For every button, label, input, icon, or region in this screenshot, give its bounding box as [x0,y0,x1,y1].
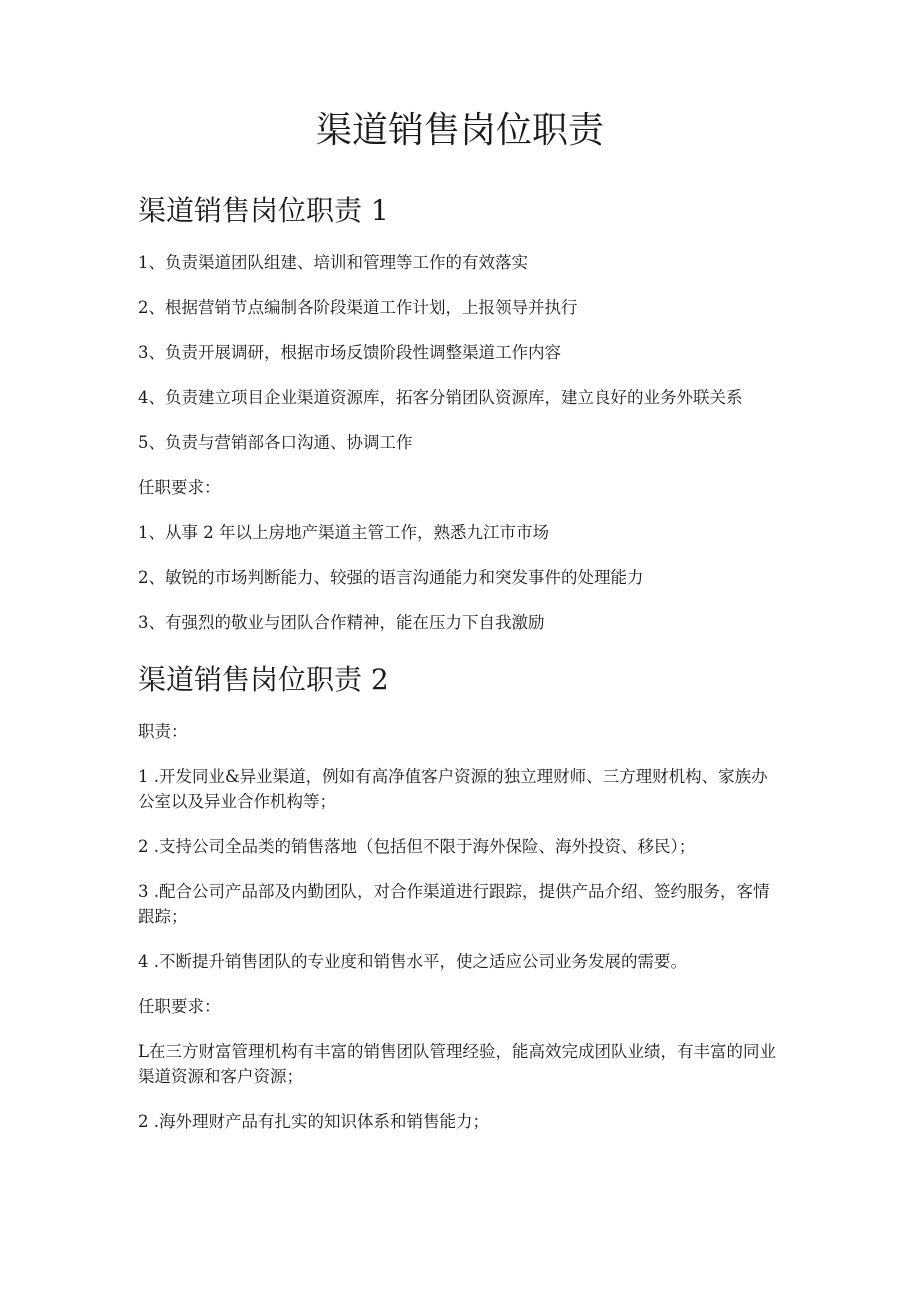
requirement-item: 2、敏锐的市场判断能力、较强的语言沟通能力和突发事件的处理能力 [138,568,644,587]
duty-item: 1、负责渠道团队组建、培训和管理等工作的有效落实 [138,253,528,272]
requirements-label: 任职要求： [138,997,221,1016]
section-1 [138,194,782,635]
section-1-heading: 渠道销售岗位职责 1 [138,194,389,227]
duty-item: 3 .配合公司产品部及内勤团队，对合作渠道进行跟踪，提供产品介绍、签约服务，客情跟踪； [138,882,770,926]
duty-item: 4 .不断提升销售团队的专业度和销售水平，使之适应公司业务发展的需要。 [138,952,687,971]
requirement-item: 2 .海外理财产品有扎实的知识体系和销售能力； [138,1112,489,1131]
requirement-item: 1、从事 2 年以上房地产渠道主管工作，熟悉九江市市场 [138,523,549,542]
duty-item: 4、负责建立项目企业渠道资源库，拓客分销团队资源库，建立良好的业务外联关系 [138,388,743,407]
duty-item: 1 .开发同业&异业渠道，例如有高净值客户资源的独立理财师、三方理财机构、家族办公室以及异业合作机构等； [138,767,768,811]
duty-item: 2、根据营销节点编制各阶段渠道工作计划，上报领导并执行 [138,298,578,317]
duty-item: 3、负责开展调研，根据市场反馈阶段性调整渠道工作内容 [138,343,561,362]
section-2 [138,663,782,1134]
requirement-item: L在三方财富管理机构有丰富的销售团队管理经验，能高效完成团队业绩，有丰富的同业渠道资源和客户资源； [138,1042,776,1086]
duties-label: 职责： [138,722,188,741]
page-title: 渠道销售岗位职责 [315,110,604,151]
requirements-label: 任职要求： [138,478,221,497]
section-2-heading: 渠道销售岗位职责 2 [138,663,389,696]
requirement-item: 3、有强烈的敬业与团队合作精神，能在压力下自我激励 [138,613,545,632]
duty-item: 5、负责与营销部各口沟通、协调工作 [138,433,413,452]
duty-item: 2 .支持公司全品类的销售落地（包括但不限于海外保险、海外投资、移民）； [138,837,696,856]
